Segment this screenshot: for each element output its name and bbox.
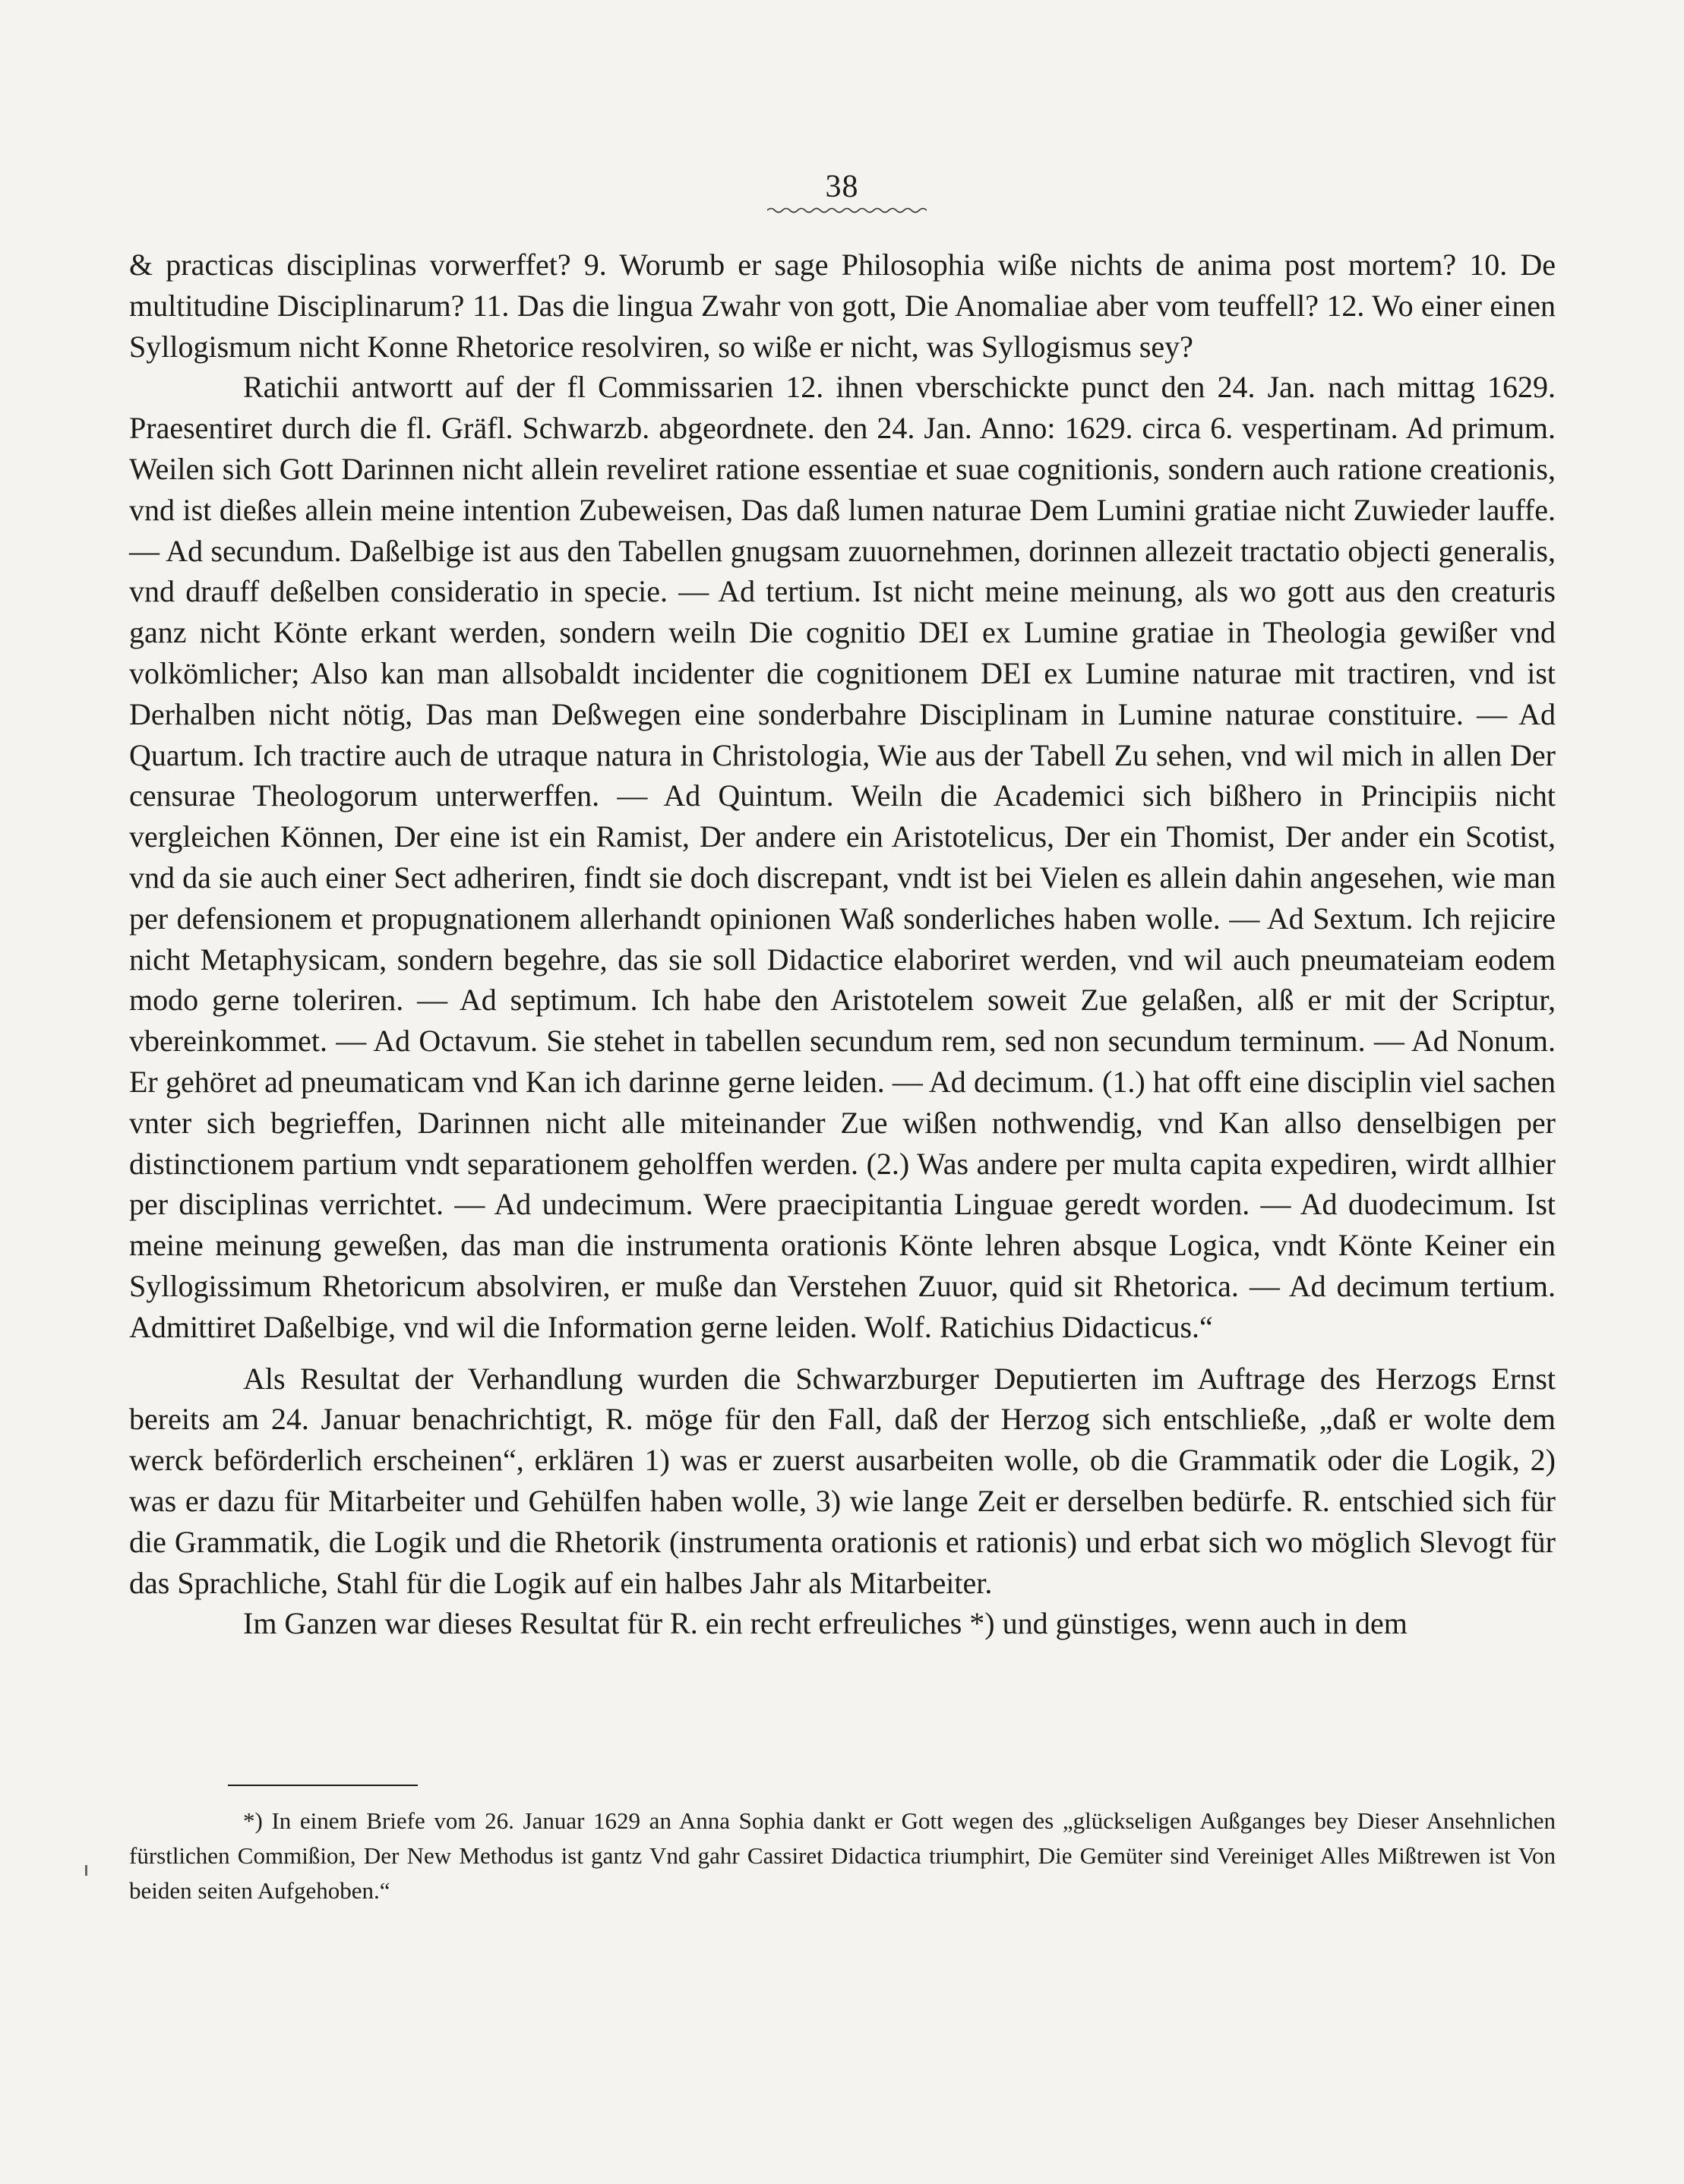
footnote-divider xyxy=(228,1785,418,1786)
paragraph-ratichius-answer: Ratichii antwortt auf der fl Commissarien 12. ihnen vberschickte punct den 24. Jan. nach mittag 1629. Praesentiret durch die fl. Gräfl. Schwarzb. abgeordnete. den 24. Jan. Anno: 1629. circa 6. vespertinam. Ad primum. Weilen sich Gott Darinnen nicht allein reveliret ratione essentiae et suae cognitionis, sondern auch ratione creationis, vnd ist dießes allein meine intention Zubeweisen, Das daß lumen naturae Dem Lumini gratiae nicht Zuwieder lauffe. — Ad secundum. Daßelbige ist aus den Tabellen gnugsam zuuornehmen, dorinnen allezeit tractatio objecti generalis, vnd drauff deßelben consideratio in specie. — Ad tertium. Ist nicht meine meinung, als wo gott aus den creaturis ganz nicht Könte erkant werden, sondern weiln Die cognitio DEI ex Lumine gratiae in Theologia gewißer vnd volkömlicher; Also kan man allsobaldt incidenter die cognitionem DEI ex Lumine naturae mit tractiren, vnd ist Derhalben nicht nötig, Das man Deßwegen eine sonderbahre Disciplinam in Lumine naturae constituire. — Ad Quartum. Ich tractire auch de utraque natura in Christologia, Wie aus der Tabell Zu sehen, vnd wil mich in allen Der censurae Theologorum unterwerffen. — Ad Quintum. Weiln die Academici sich bißhero in Principiis nicht vergleichen Können, Der eine ist ein Ramist, Der andere ein Aristotelicus, Der ein Thomist, Der ander ein Scotist, vnd da sie auch einer Sect adheriren, findt sie doch discrepant, vndt ist bei Vielen es allein dahin angesehen, wie man per defensionem et propugnationem allerhandt opinionen Waß sonderliches haben wolle. — Ad Sextum. Ich rejicire nicht Metaphysicam, sondern begehre, das sie soll Didactice elaboriret werden, vnd wil auch pneumateiam eodem modo gerne toleriren. — Ad septimum. Ich habe den Aristotelem soweit Zue gelaßen, alß er mit der Scriptur, vbereinkommet. — Ad Octavum. Sie stehet in tabellen secundum rem, sed non secundum terminum. — Ad Nonum. Er gehöret ad pneumaticam vnd Kan ich darinne gerne leiden. — Ad decimum. (1.) hat offt eine disciplin viel sachen vnter sich begrieffen, Darinnen nicht alle miteinander Zue wißen nothwendig, vnd Kan allso denselbigen per distinctionem partium vndt separationem geholffen werden. (2.) Was andere per multa capita expediren, wirdt allhier per disciplinas verrichtet. — Ad undecimum. Were praecipitantia Linguae geredt worden. — Ad duodecimum. Ist meine meinung geweßen, das man die instrumenta orationis Könte lehren absque Logica, vndt Könte Keiner ein Syllogissimum Rhetoricum absolviren, er muße dan Verstehen Zuuor, quid sit Rhetorica. — Ad decimum tertium. Admittiret Daßelbige, vnd wil die Information gerne leiden. Wolf. Ratichius Didacticus.“ xyxy=(129,370,1556,1344)
paragraph-question-list: & practicas disciplinas vorwerffet? 9. Worumb er sage Philosophia wiße nichts de anima post mortem? 10. De multitudine Disciplinarum? 11. Das die lingua Zwahr von gott, Die Anomaliae aber vom teuffell? 12. Wo einer einen Syllogismum nicht Konne Rhetorice resolviren, so wiße er nicht, was Syllogismus sey? xyxy=(129,248,1556,364)
body-text xyxy=(129,245,1556,1644)
page-number: 38 xyxy=(825,169,859,204)
paragraph-summary: Im Ganzen war dieses Resultat für R. ein recht erfreuliches *) und günstiges, wenn auch in dem xyxy=(243,1606,1408,1641)
footnote: *) In einem Briefe vom 26. Januar 1629 an Anna Sophia dankt er Gott wegen des „glückseligen Außganges bey Dieser Ansehnlichen fürstlichen Commißion, Der New Methodus ist gantz Vnd gahr Cassiret Didactica triumphirt, Die Gemüter sind Vereiniget Alles Mißtrewen ist Von beiden seiten Aufgehoben.“ xyxy=(129,1807,1556,1904)
paragraph-result: Als Resultat der Verhandlung wurden die Schwarzburger Deputierten im Auftrage des Herzogs Ernst bereits am 24. Januar benachrichtigt, R. möge für den Fall, daß der Herzog sich entschließe, „daß er wolte dem werck beförderlich erscheinen“, erklären 1) was er zuerst ausarbeiten wolle, ob die Grammatik oder die Logik, 2) was er dazu für Mitarbeiter und Gehülfen haben wolle, 3) wie lange Zeit er derselben bedürfe. R. entschied sich für die Grammatik, die Logik und die Rhetorik (instrumenta orationis et rationis) und erbat sich wo möglich Slevogt für das Sprachliche, Stahl für die Logik auf ein halbes Jahr als Mitarbeiter. xyxy=(129,1361,1556,1600)
wavy-ornament xyxy=(767,207,927,214)
margin-mark xyxy=(85,1865,87,1876)
